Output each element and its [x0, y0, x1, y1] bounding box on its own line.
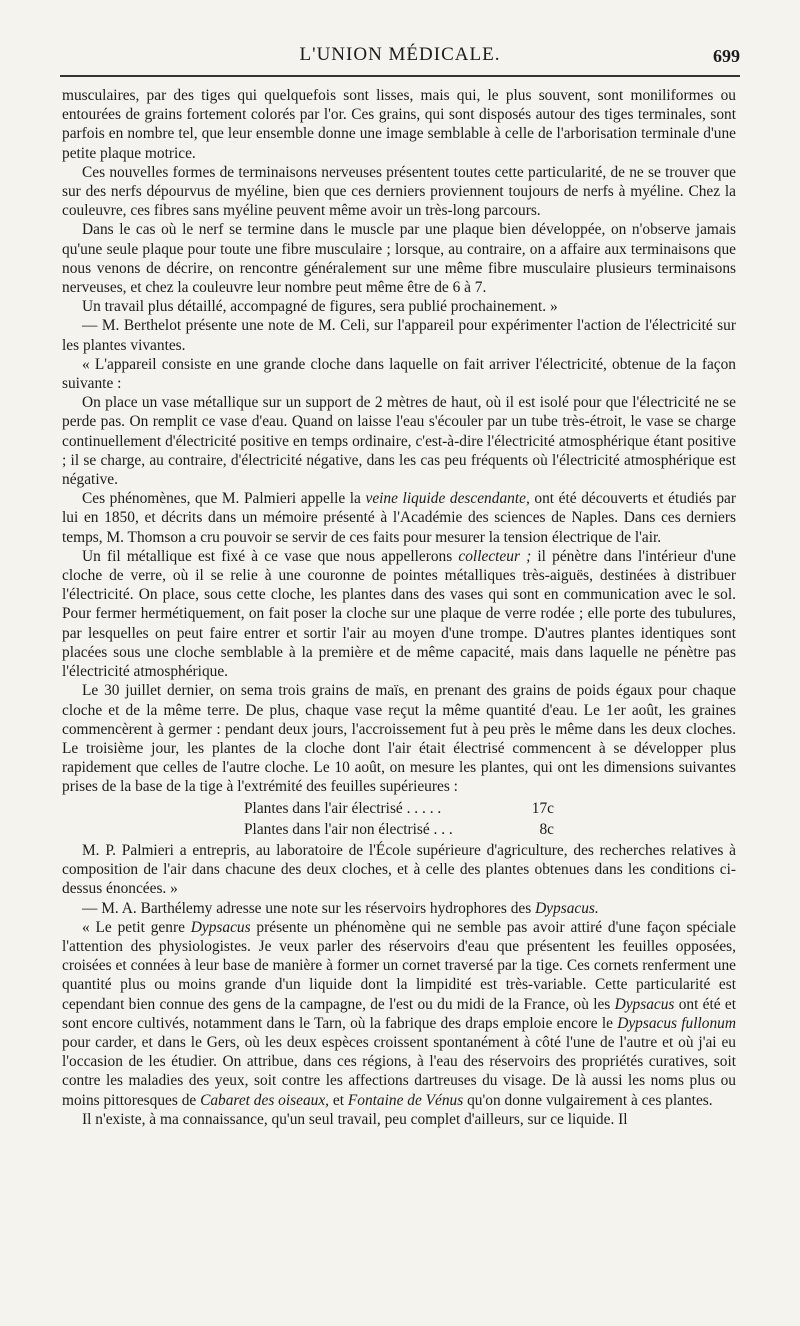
text-run: Ces phénomènes, que M. Palmieri appelle la [82, 490, 366, 508]
paragraph: — M. Berthelot présente une note de M. Celi, sur l'appareil pour expérimenter l'action de l'électricité sur les plantes vivantes. [62, 317, 736, 354]
header-rule [60, 75, 740, 77]
text-run: présente un phénomène qui ne semble pas avoir attiré d'une façon spéciale l'attention des physiologistes. Je veux parler des réservoirs d'eau que présentent les feuilles opposées, croisées et connées à leur base de manière à former un cornet traversé par la tige. Ces cornets renferment une quantité plus ou moins grande d'un liquide dont la limpidité est très-variable. Cette particularité est cependant bien connue des gens de la campagne, de l'est ou du midi de la France, où les [62, 918, 737, 1013]
text-run: — M. A. Barthélemy adresse une note sur les réservoirs hydrophores des [82, 899, 536, 917]
italic-term: Dypsacus [190, 918, 251, 936]
paragraph: « L'appareil consiste en une grande cloche dans laquelle on fait arriver l'électricité, obtenue de la façon suivante : [62, 355, 736, 393]
italic-term: Dypsacus. [535, 899, 599, 917]
italic-term: Cabaret des oiseaux, [200, 1091, 330, 1109]
italic-term: Dypsacus [614, 995, 675, 1013]
paragraph: Dans le cas où le nerf se termine dans le muscle par une plaque bien développée, on n'observe jamais qu'une seule plaque pour toute une fibre musculaire ; lorsque, au contraire, on a affaire aux terminaisons que nous venons de décrire, on rencontre généralement sur une même fibre musculaire plusieurs terminaisons nerveuses, et chez la couleuvre leur nombre peut même être de 6 à 7. [62, 221, 736, 297]
text-run: ont été et sont encore cultivés, notamment dans le Tarn, où la fabrique des draps emploie encore le [62, 995, 736, 1032]
italic-term: Dypsacus fullonum [617, 1014, 736, 1032]
measurement-value: 8c [539, 820, 554, 838]
paragraph [62, 899, 736, 918]
paragraph: Le 30 juillet dernier, on sema trois grains de maïs, en prenant des grains de poids égaux pour chaque cloche et de la même terre. De plus, chaque vase reçut la même quantité d'eau. Le 1er août, les graines commencèrent à germer : pendant deux jours, l'accroissement fut à peu près le même dans les deux cloches. Le troisième jour, les plantes de la cloche dont l'air était électrisé commencent à se développer plus rapidement que celles de l'autre cloche. Le 10 août, on mesure les plantes, qui ont les dimensions suivantes prises de la base de la tige à l'extrémité des feuilles supérieures : [62, 682, 736, 796]
measurement-row [62, 820, 736, 839]
italic-term: veine liquide descendante, [365, 490, 530, 508]
paragraph [62, 547, 736, 681]
measurement-row [62, 799, 736, 818]
measurement-label: Plantes dans l'air électrisé . . . . . [244, 799, 442, 817]
italic-term: collecteur ; [458, 547, 532, 565]
page-header [60, 38, 740, 78]
paragraph: On place un vase métallique sur un support de 2 mètres de haut, où il est isolé pour que l'électricité ne se perde pas. On remplit ce vase d'eau. Quand on laisse l'eau s'écouler par un tube très-étroit, le vase se charge continuellement d'électricité positive en temps ordinaire, c'est-à-dire l'électricité atmosphérique étant positive ; il se charge, au contraire, d'électricité négative, dans les cas peu fréquents où l'électricité atmosphérique est négative. [62, 394, 736, 489]
paragraph: Un travail plus détaillé, accompagné de figures, sera publié prochainement. » [82, 298, 558, 316]
paragraph: M. P. Palmieri a entrepris, au laboratoire de l'École supérieure d'agriculture, des recherches relatives à composition de l'air dans chacune des deux cloches, et à celle des plantes obtenues dans les conditions ci-dessus énoncées. » [62, 841, 736, 898]
body-text [62, 86, 736, 1129]
text-run: « Le petit genre [82, 918, 191, 936]
text-run: il pénètre dans l'intérieur d'une cloche de verre, où il se relie à une couronne de pointes métalliques très-aiguës, destinées à distribuer l'électricité. On place, sous cette cloche, les plantes dans des vases qui sont en communication avec le sol. Pour fermer hermétiquement, on fait poser la cloche sur une plaque de verre rodée ; elle porte des tubulures, par lesquelles on peut faire entrer et sortir l'air au moyen d'une trompe. D'autres plantes identiques sont placées sous une cloche semblable à la première et de même capacité, mais dans laquelle ne pénètre pas l'électricité atmosphérique. [62, 547, 736, 681]
paragraph [62, 489, 736, 547]
page-number: 699 [713, 46, 740, 66]
text-run: ont été découverts et étudiés par lui en 1850, et décrits dans un mémoire présenté à l'Académie des sciences de Naples. Dans ces derniers temps, M. Thomson a cru pouvoir se servir de ces faits pour mesurer la tension électrique de l'air. [62, 490, 737, 546]
text-run: qu'on donne vulgairement à ces plantes. [463, 1091, 713, 1109]
paragraph: Il n'existe, à ma connaissance, qu'un seul travail, peu complet d'ailleurs, sur ce liquide. Il [82, 1110, 628, 1128]
measurement-label: Plantes dans l'air non électrisé . . . [244, 820, 453, 838]
text-run: pour carder, et dans le Gers, où les deux espèces croissent spontanément à côté l'une de l'autre et où j'ai eu l'occasion de les étudier. On attribue, dans ces régions, à l'eau des réservoirs des propriétés curatives, soit contre les maladies des yeux, soit contre les affections dartreuses du visage. De là aussi les noms plus ou moins pittoresques de [62, 1033, 736, 1109]
text-run: et [329, 1091, 348, 1109]
paragraph: musculaires, par des tiges qui quelquefois sont lisses, mais qui, le plus souvent, sont moniliformes ou entourées de grains fortement colorés par l'or. Ces grains, qui sont disposés autour des tiges terminales, sont parfois en nombre tel, que leur ensemble donne une image semblable à celle de l'arborisation terminale d'une petite plaque motrice. [62, 87, 736, 162]
text-run: Un fil métallique est fixé à ce vase que nous appellerons [82, 547, 459, 565]
paragraph: Ces nouvelles formes de terminaisons nerveuses présentent toutes cette particularité, de ne se trouver que sur des nerfs dépourvus de myéline, bien que ces derniers proviennent toujours de nerfs à myéline. Chez la couleuvre, ces fibres sans myéline peuvent même avoir un très-long parcours. [62, 163, 736, 220]
paragraph [62, 918, 736, 1110]
running-title: L'UNION MÉDICALE. [299, 44, 501, 65]
italic-term: Fontaine de Vénus [347, 1091, 464, 1109]
measurement-value: 17c [531, 799, 554, 817]
